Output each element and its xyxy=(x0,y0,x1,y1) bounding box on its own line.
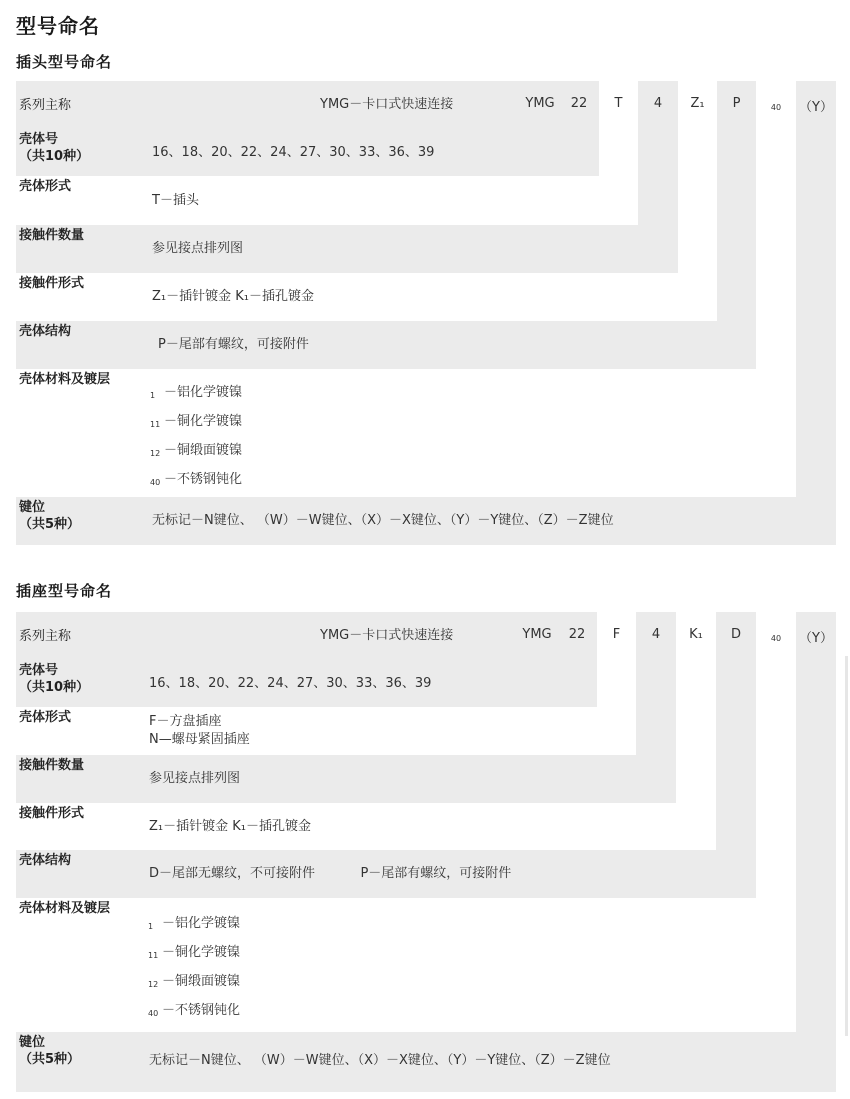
code-shell-no: 22 xyxy=(568,627,586,642)
material-num: 1 xyxy=(150,391,156,400)
shell-struct-value: P－尾部有螺纹，可接附件 xyxy=(158,337,309,352)
code-key: （Y） xyxy=(799,631,833,646)
row-band-shell-struct xyxy=(16,321,756,369)
contact-form-label: 接触件形式 xyxy=(19,276,85,291)
key-count: （共5种） xyxy=(19,1052,81,1067)
key-label: 键位 xyxy=(19,500,46,515)
shell-form-value-2: N—螺母紧固插座 xyxy=(149,732,250,747)
key-count: （共5种） xyxy=(19,517,81,532)
material-text: －铜缎面镀镍 xyxy=(164,443,243,458)
shell-no-label: 壳体号 xyxy=(19,132,59,147)
shell-no-value: 16、18、20、22、24、27、30、33、36、39 xyxy=(149,676,432,691)
material-num: 40 xyxy=(150,478,161,487)
code-material: 40 xyxy=(770,634,782,643)
contact-qty-label: 接触件数量 xyxy=(19,758,85,773)
code-contact-form: Z₁ xyxy=(690,96,705,111)
code-contact-form: K₁ xyxy=(689,627,703,642)
series-label: 系列主称 xyxy=(19,98,72,113)
material-text: －铜缎面镀镍 xyxy=(162,974,241,989)
shell-form-label: 壳体形式 xyxy=(19,710,72,725)
code-shell-form: T xyxy=(614,96,623,111)
scrollbar-track[interactable] xyxy=(845,656,848,1036)
series-label: 系列主称 xyxy=(19,629,72,644)
key-value: 无标记－N键位、 （W）－W键位、（X）－X键位、（Y）－Y键位、（Z）－Z键位 xyxy=(149,1053,611,1068)
key-value: 无标记－N键位、 （W）－W键位、（X）－X键位、（Y）－Y键位、（Z）－Z键位 xyxy=(152,513,614,528)
material-num: 12 xyxy=(148,980,159,989)
material-text: －铝化学镀镍 xyxy=(162,916,241,931)
contact-qty-value: 参见接点排列图 xyxy=(152,241,244,256)
contact-form-label: 接触件形式 xyxy=(19,806,85,821)
key-label: 键位 xyxy=(19,1035,46,1050)
section-heading-receptacle: 插座型号命名 xyxy=(16,582,113,600)
code-column-shell-struct xyxy=(717,81,756,321)
page-title: 型号命名 xyxy=(16,14,100,38)
code-column-shell-struct xyxy=(716,612,756,850)
code-column-key xyxy=(796,612,836,1032)
material-num: 1 xyxy=(148,922,154,931)
code-shell-struct: P xyxy=(732,96,741,111)
code-series: YMG xyxy=(522,627,552,642)
code-shell-struct: D xyxy=(730,627,741,642)
shell-struct-label: 壳体结构 xyxy=(19,324,72,339)
code-contact-qty: 4 xyxy=(651,627,661,642)
shell-struct-value: D－尾部无螺纹，不可接附件 P－尾部有螺纹，可接附件 xyxy=(149,866,512,881)
shell-form-value: F－方盘插座 xyxy=(149,714,222,729)
contact-qty-value: 参见接点排列图 xyxy=(149,771,241,786)
shell-struct-label: 壳体结构 xyxy=(19,853,72,868)
section-heading-plug: 插头型号命名 xyxy=(16,53,113,71)
material-num: 40 xyxy=(148,1009,159,1018)
code-contact-qty: 4 xyxy=(653,96,663,111)
code-material: 40 xyxy=(770,103,782,112)
code-series: YMG xyxy=(525,96,555,111)
material-text: －不锈钢钝化 xyxy=(164,472,243,487)
material-num: 11 xyxy=(148,951,159,960)
shell-no-value: 16、18、20、22、24、27、30、33、36、39 xyxy=(152,145,435,160)
material-item xyxy=(150,439,242,458)
code-shell-form: F xyxy=(612,627,621,642)
shell-no-count: （共10种） xyxy=(19,149,90,164)
material-item xyxy=(150,468,242,487)
row-band-contact-qty xyxy=(16,225,678,273)
material-label: 壳体材料及镀层 xyxy=(19,901,111,916)
row-band-series xyxy=(16,81,559,128)
material-num: 12 xyxy=(150,449,161,458)
series-desc: YMG－卡口式快速连接 xyxy=(320,628,454,643)
code-key: （Y） xyxy=(799,100,833,115)
shell-no-count: （共10种） xyxy=(19,680,90,695)
code-shell-no: 22 xyxy=(570,96,588,111)
row-band-series xyxy=(16,612,557,659)
material-text: －铜化学镀镍 xyxy=(164,414,243,429)
material-item xyxy=(150,410,242,429)
shell-form-value: T－插头 xyxy=(152,193,199,208)
shell-form-label: 壳体形式 xyxy=(19,179,72,194)
material-item xyxy=(148,941,240,960)
material-item xyxy=(148,970,240,989)
material-item xyxy=(148,912,240,931)
material-text: －铝化学镀镍 xyxy=(164,385,243,400)
contact-form-value: Z₁－插针镀金 K₁－插孔镀金 xyxy=(149,819,311,834)
material-item xyxy=(150,381,242,400)
shell-no-label: 壳体号 xyxy=(19,663,59,678)
contact-qty-label: 接触件数量 xyxy=(19,228,85,243)
row-band-contact-qty xyxy=(16,755,676,803)
material-item xyxy=(148,999,240,1018)
material-text: －铜化学镀镍 xyxy=(162,945,241,960)
material-text: －不锈钢钝化 xyxy=(162,1003,241,1018)
material-num: 11 xyxy=(150,420,161,429)
contact-form-value: Z₁－插针镀金 K₁－插孔镀金 xyxy=(152,289,314,304)
code-column-key xyxy=(796,81,836,497)
material-label: 壳体材料及镀层 xyxy=(19,372,111,387)
series-desc: YMG－卡口式快速连接 xyxy=(320,97,454,112)
